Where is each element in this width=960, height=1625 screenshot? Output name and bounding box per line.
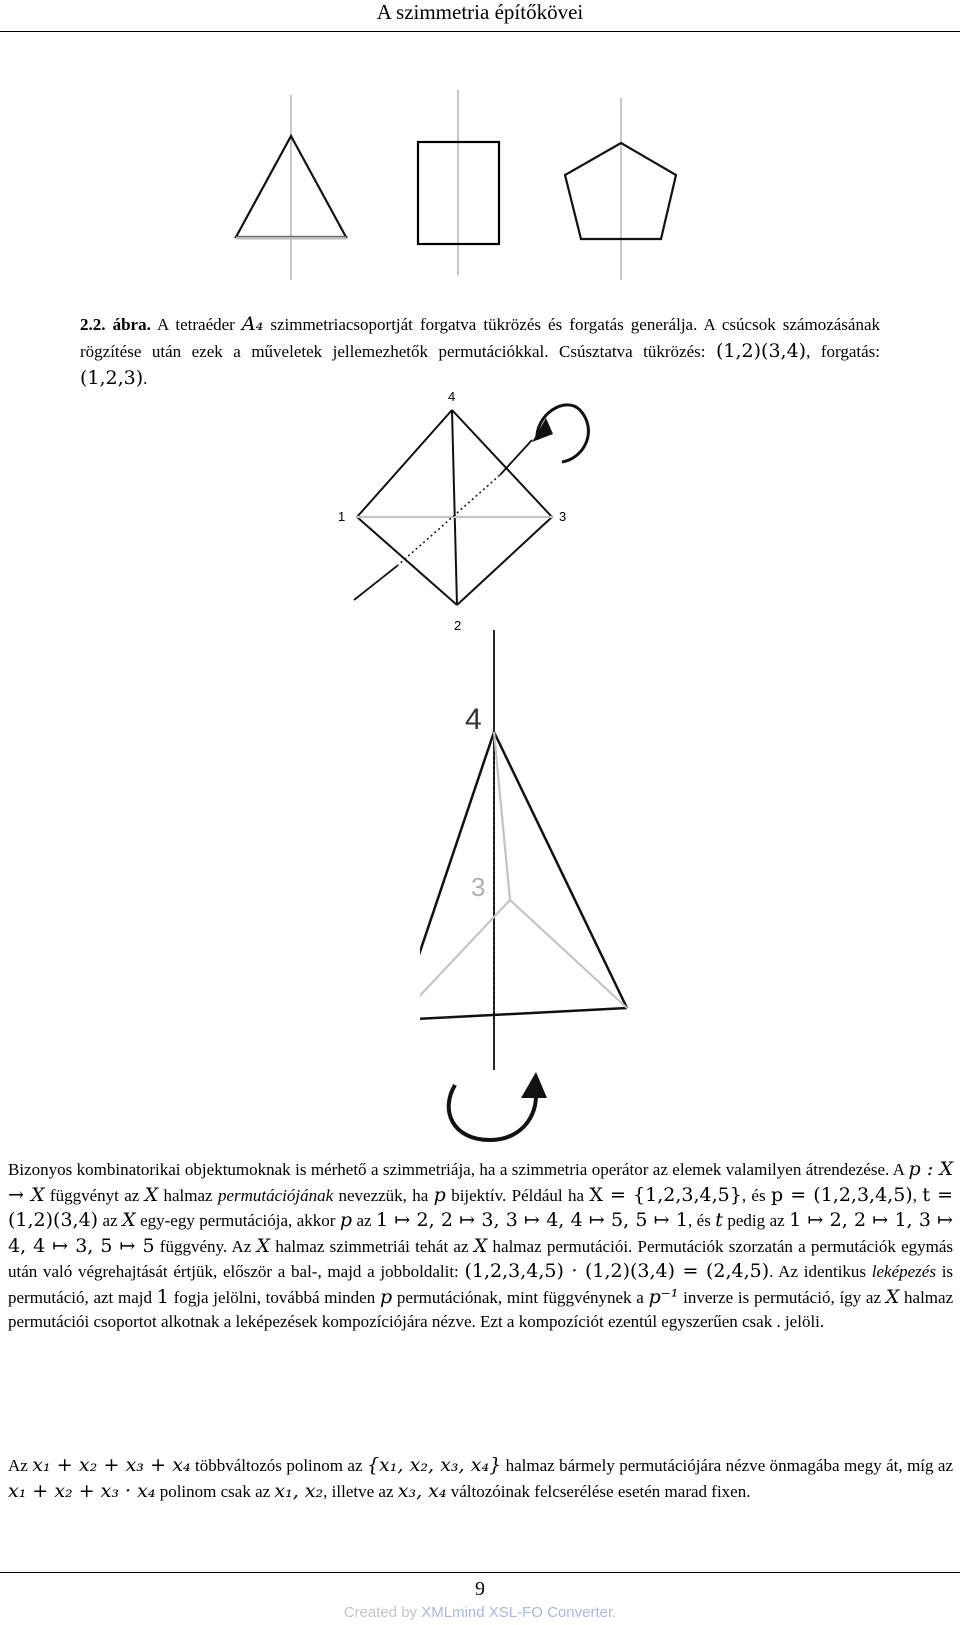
vertex-label: 3 xyxy=(471,872,486,902)
math-expression: p = (1,2,3,4,5) xyxy=(770,1183,913,1206)
math-expression: x₁ + x₂ + x₃ · x₄ xyxy=(8,1479,156,1502)
polygons-figure xyxy=(0,90,960,280)
text-span: halmaz permutációi. Permutációk szorzatán a permutációk egymás után való végrehajtását értjük, először a bal-, majd a jobboldalit: xyxy=(8,1236,954,1281)
text-span: Az xyxy=(8,1456,28,1475)
caption-text: szimmetriacsoportját forgatva tükrözés és forgatás generálja. A csúcsok számozásának rögzítése után ezek a műveletek jellemezhetők permutációkkal. Csúsztatva tükrözés: xyxy=(80,315,881,361)
vertex-label: 4 xyxy=(465,703,482,736)
rotation-axis xyxy=(354,440,532,600)
vertex-label: 4 xyxy=(448,389,456,404)
math-expression: X xyxy=(473,1234,488,1257)
text-span: inverze is permutáció, így az xyxy=(683,1287,881,1307)
text-span: az xyxy=(102,1211,118,1230)
group-symbol: A₄ xyxy=(241,313,264,335)
emphasis-term: leképezés xyxy=(871,1262,936,1281)
text-span: függvényt az xyxy=(49,1185,140,1205)
header-rule xyxy=(0,31,960,32)
text-span: , illetve az xyxy=(323,1481,394,1501)
text-span: az xyxy=(356,1211,372,1230)
math-expression: t xyxy=(715,1209,723,1231)
text-span: permutációnak, mint függvénynek a xyxy=(396,1287,644,1307)
rotation-arrow-icon xyxy=(533,973,557,1000)
vertex-label: 3 xyxy=(559,509,567,524)
math-expression: p⁻¹ xyxy=(648,1285,679,1308)
body-paragraph-1 xyxy=(8,1157,953,1335)
math-expression: 1 ↦ 2, 2 ↦ 3, 3 ↦ 4, 4 ↦ 5, 5 ↦ 1 xyxy=(376,1209,688,1231)
math-expression: p : X → X xyxy=(8,1158,953,1206)
text-span: fogja jelölni, továbbá minden xyxy=(173,1287,376,1307)
text-span: , és xyxy=(741,1185,766,1205)
text-span: halmaz szimmetriái tehát az xyxy=(275,1236,469,1256)
pentagon-shape xyxy=(565,98,676,280)
math-expression: 1 xyxy=(156,1285,169,1308)
triangle-shape xyxy=(236,95,346,280)
math-expression: X xyxy=(122,1209,136,1231)
caption-text: . xyxy=(143,369,148,388)
math-expression: p xyxy=(433,1183,446,1206)
emphasis-term: permutációjának xyxy=(217,1185,334,1205)
text-span: polinom csak az xyxy=(159,1481,271,1501)
math-expression: x₁ + x₂ + x₃ + x₄ xyxy=(32,1454,191,1476)
text-span: halmaz xyxy=(163,1185,213,1205)
math-expression: p xyxy=(339,1209,353,1231)
footer-rule xyxy=(0,1572,960,1573)
text-span: is permutáció, azt majd xyxy=(8,1262,954,1307)
text-span: egy-egy permutációja, akkor xyxy=(140,1211,336,1230)
text-span: változóinak felcserélése esetén marad fixen. xyxy=(450,1481,751,1501)
math-expression: x₁, x₂ xyxy=(274,1479,324,1502)
credit-prefix: Created by xyxy=(343,1604,418,1621)
page-number: 9 xyxy=(475,1578,485,1600)
figure-number: 2.2. ábra. xyxy=(80,315,151,334)
math-expression: {x₁, x₂, x₃, x₄} xyxy=(366,1454,502,1476)
tetrahedron-large-figure xyxy=(420,630,660,1150)
rotation-math: (1,2,3) xyxy=(80,367,144,389)
math-expression: t = (1,2)(3,4) xyxy=(8,1183,954,1231)
math-expression: X xyxy=(256,1234,271,1257)
math-expression: x₃, x₄ xyxy=(397,1479,447,1502)
credit-tool-link[interactable]: XMLmind XSL-FO Converter xyxy=(421,1604,613,1621)
tetrahedron-small-figure xyxy=(300,380,620,640)
page-header-title: A szimmetria építőkövei xyxy=(376,0,584,24)
text-span: Bizonyos kombinatorikai objektumoknak is mérhető a szimmetriája, ha a szimmetria operátor az elemek valamilyen átrendezése. A xyxy=(8,1160,905,1179)
caption-text: A tetraéder xyxy=(156,315,235,334)
text-span: halmaz bármely permutációjára nézve önmagába megy át, míg az xyxy=(505,1456,954,1475)
tetrahedron-small-edges xyxy=(357,410,552,605)
math-expression: X xyxy=(885,1285,900,1308)
math-expression: X = {1,2,3,4,5} xyxy=(589,1183,742,1206)
text-span: bijektív. Például ha xyxy=(451,1185,584,1205)
text-span: . Az identikus xyxy=(769,1262,867,1281)
vertex-label: 2 xyxy=(454,618,462,633)
text-span: pedig az xyxy=(727,1211,785,1230)
rotation-arrow-icon xyxy=(449,1085,536,1140)
math-expression: X xyxy=(144,1183,159,1206)
math-expression: 1 ↦ 2, 2 ↦ 1, 3 ↦ 4, 4 ↦ 3, 5 ↦ 5 xyxy=(8,1209,954,1257)
body-paragraph-2 xyxy=(8,1453,953,1504)
square-shape xyxy=(418,90,499,275)
footer-credit xyxy=(0,1604,960,1621)
credit-suffix: . xyxy=(612,1604,617,1621)
text-span: halmaz permutációi csoportot alkotnak a leképezések kompozíciójára nézve. Ezt a kompozíciót ezentúl egyszerűen csak . jelöli. xyxy=(8,1287,954,1331)
vertex-label: 1 xyxy=(338,509,346,524)
text-span: nevezzük, ha xyxy=(338,1185,429,1205)
rotation-arrowhead-icon xyxy=(521,1072,547,1098)
text-span: függvény. Az xyxy=(159,1236,252,1256)
text-span: többváltozós polinom az xyxy=(195,1456,363,1475)
math-expression: (1,2,3,4,5) · (1,2)(3,4) = (2,4,5) xyxy=(464,1260,770,1282)
text-span: , xyxy=(912,1185,917,1205)
caption-text: , forgatás: xyxy=(806,342,881,361)
glide-reflection-math: (1,2)(3,4) xyxy=(715,340,807,362)
math-expression: p xyxy=(379,1285,393,1308)
text-span: , és xyxy=(687,1211,711,1230)
tetrahedron-large-edges xyxy=(420,732,627,1020)
